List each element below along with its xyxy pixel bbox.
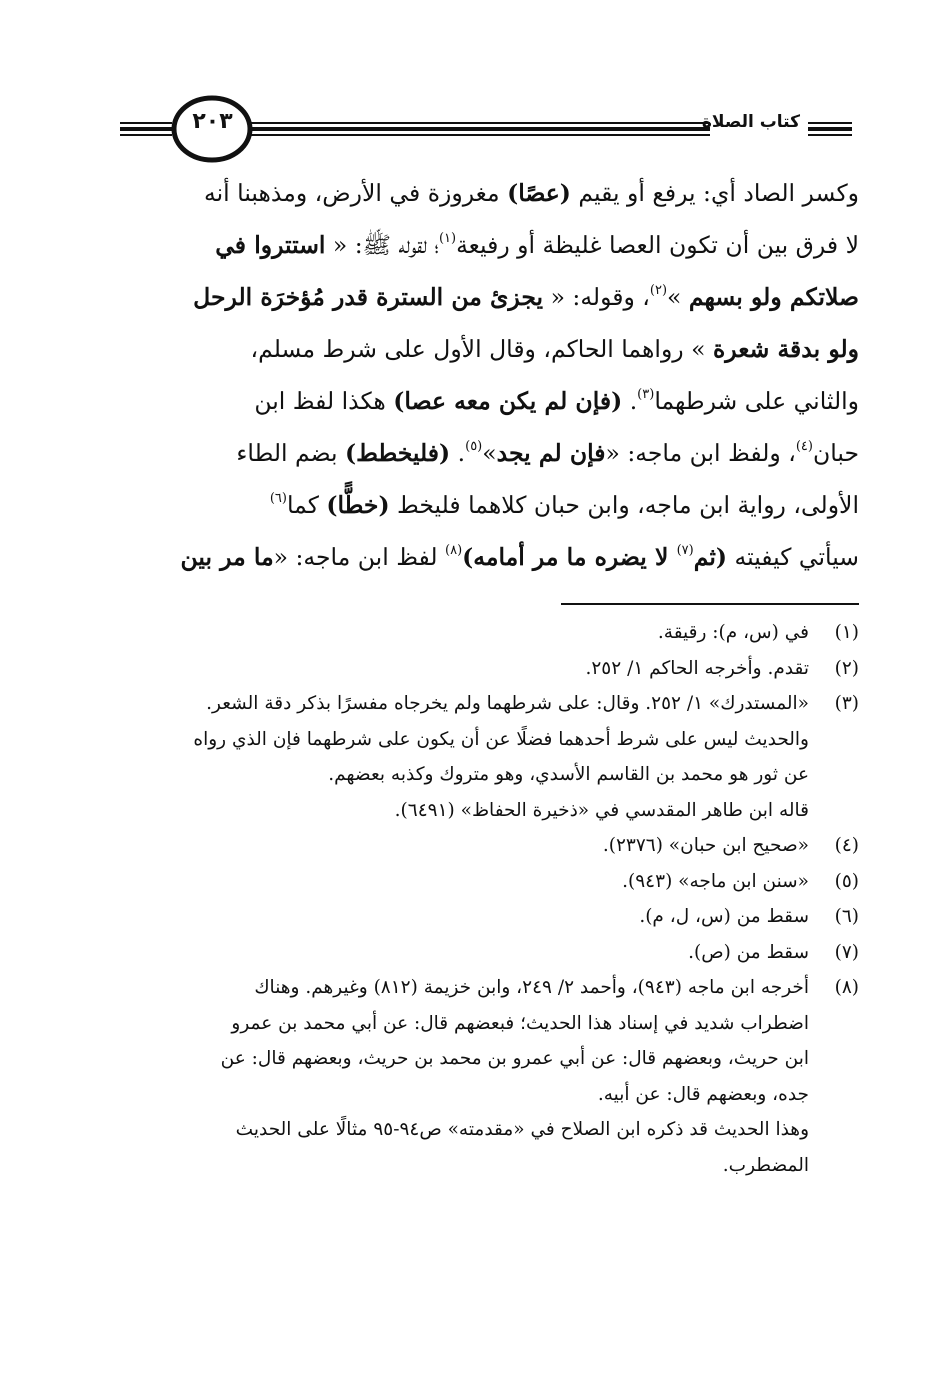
chapter-title: كتاب الصلاة [701,112,800,132]
footnote [133,686,859,828]
footnote-marker: (٧) [676,543,694,558]
footnote-number: (٨) [834,977,859,998]
footnote-number: (٦) [834,906,859,927]
text-segment: الأولى، رواية ابن ماجه، وابن حبان كلاهما فليخط [389,491,859,519]
text-segment: لا فرق بين أن تكون العصا غليظة أو رفيعة [456,231,859,259]
bold-text: لا يضره ما مر أمامه) [462,543,677,571]
text-line [133,531,859,583]
footnote-line: تقدم. وأخرجه الحاكم ١/ ٢٥٢. [585,657,809,679]
footnote [133,828,859,864]
text-segment: » [667,283,689,311]
text-line [133,479,859,531]
footnote [133,615,859,651]
footnote-marker: (٢) [649,283,668,298]
footnote [133,899,859,935]
bold-text: ما مر بين [180,543,274,571]
text-segment: ، وقوله: « [543,283,650,311]
footnote-line: وهذا الحديث قد ذكره ابن الصلاح في «مقدمته» ص٩٤-٩٥ مثالًا على الحديث [235,1119,809,1140]
text-segment: هكذا لفظ ابن [254,387,394,415]
bold-text: ولو بدقة شعرة [712,335,859,363]
footnote-text [133,970,815,1183]
page-header [120,95,852,165]
text-segment: » [482,439,497,467]
footnote-line: عن ثور هو محمد بن القاسم الأسدي، وهو متروك وكذبه بعضهم. [328,764,809,785]
text-line [133,427,859,479]
footnote-marker: (٣) [637,387,655,402]
footnote-line: المضطرب. [722,1154,809,1176]
footnote-number: (١) [834,622,859,643]
footnote-text [133,651,815,687]
bold-text: (ثم [693,543,728,571]
text-segment: كما [286,491,327,519]
footnote-number: (٧) [834,941,859,963]
page-number: ٢٠٣ [192,109,233,134]
footnotes [133,615,859,1183]
text-line [133,375,859,427]
footnote-line: سقط من (س، ل، م). [639,906,809,927]
footnote-line: اضطراب شديد في إسناد هذا الحديث؛ فبعضهم قال: عن أبي محمد بن عمرو [231,1012,809,1034]
footnote [133,970,859,1183]
bold-text: فإن لم يجد [496,439,606,467]
footnote-line: والحديث ليس على شرط أحدهما فضلًا عن أن يكون على شرطهما فإن الذي رواه [193,728,809,750]
footnote [133,651,859,687]
footnote-line: «صحيح ابن حبان» (٢٣٧٦). [602,835,809,856]
footnote-line: سقط من (ص). [688,941,809,963]
footnote-text [133,615,815,651]
bold-text: يجزئ من السترة قدر مُؤخرَة الرحل [193,283,544,311]
footnote-marker: (٥) [465,439,483,454]
text-segment: » رواهما الحاكم، وقال الأول على شرط مسلم، [250,335,713,363]
footnote-number: (٢) [834,657,859,679]
footnote-text [133,935,815,971]
text-segment: بضم الطاء [236,439,346,467]
footnote-number: (٤) [834,835,859,856]
text-segment: . [450,439,466,467]
text-line [133,323,859,375]
footnote-marker: (٤) [795,439,813,454]
footnote-line: «المستدرك» ١/ ٢٥٢. وقال: على شرطهما ولم يخرجاه مفسرًا بذكر دقة الشعر. [206,693,809,714]
bold-text: (عصًا) [507,179,571,207]
footnote-text [133,899,815,935]
text-segment: وكسر الصاد أي: يرفع أو يقيم [570,179,859,207]
text-segment: مغروزة في الأرض، ومذهبنا أنه [204,179,508,207]
text-segment: والثاني على شرطهما [654,387,859,415]
bold-text: (فليخطط) [345,439,451,467]
main-text [133,167,859,583]
footnote [133,935,859,971]
text-segment: ؛ لقوله ﷺ: « [325,231,439,259]
footnote-line: جده، وبعضهم قال: عن أبيه. [597,1083,809,1105]
text-segment: لفظ ابن ماجه: « [273,543,446,571]
bold-text: (خطًّا) [326,491,390,519]
text-segment: . [622,387,638,415]
footnote-text [133,686,815,828]
footnote-line: «سنن ابن ماجه» (٩٤٣). [622,870,809,892]
text-segment: حبان [812,439,859,467]
text-segment: ، ولفظ ابن ماجه: « [605,439,796,467]
bold-text: صلاتكم ولو بسهم [688,283,859,311]
footnote-line: قاله ابن طاهر المقدسي في «ذخيرة الحفاظ» (٦٤٩١). [394,799,809,821]
footnote-separator [561,603,859,605]
footnote-text [133,828,815,864]
text-line [133,167,859,219]
footnote-line: في (س، م): رقيقة. [657,622,809,643]
text-line [133,219,859,271]
footnote-number: (٣) [834,693,859,714]
footnote [133,864,859,900]
footnote-text [133,864,815,900]
footnote-marker: (١) [438,231,457,246]
text-line [133,271,859,323]
footnote-number: (٥) [834,870,859,892]
footnote-line: ابن حريث، وبعضهم قال: عن أبي عمرو بن محمد بن حريث، وبعضهم قال: عن [220,1048,809,1069]
footnote-marker: (٨) [445,543,463,558]
bold-text: استتروا في [215,231,326,259]
footnote-line: أخرجه ابن ماجه (٩٤٣)، وأحمد ٢/ ٢٤٩، وابن خزيمة (٨١٢) وغيرهم. وهناك [254,977,809,998]
footnote-marker: (٦) [269,491,287,506]
bold-text: (فإن لم يكن معه عصا) [393,387,623,415]
text-segment: سيأتي كيفيته [727,543,859,571]
